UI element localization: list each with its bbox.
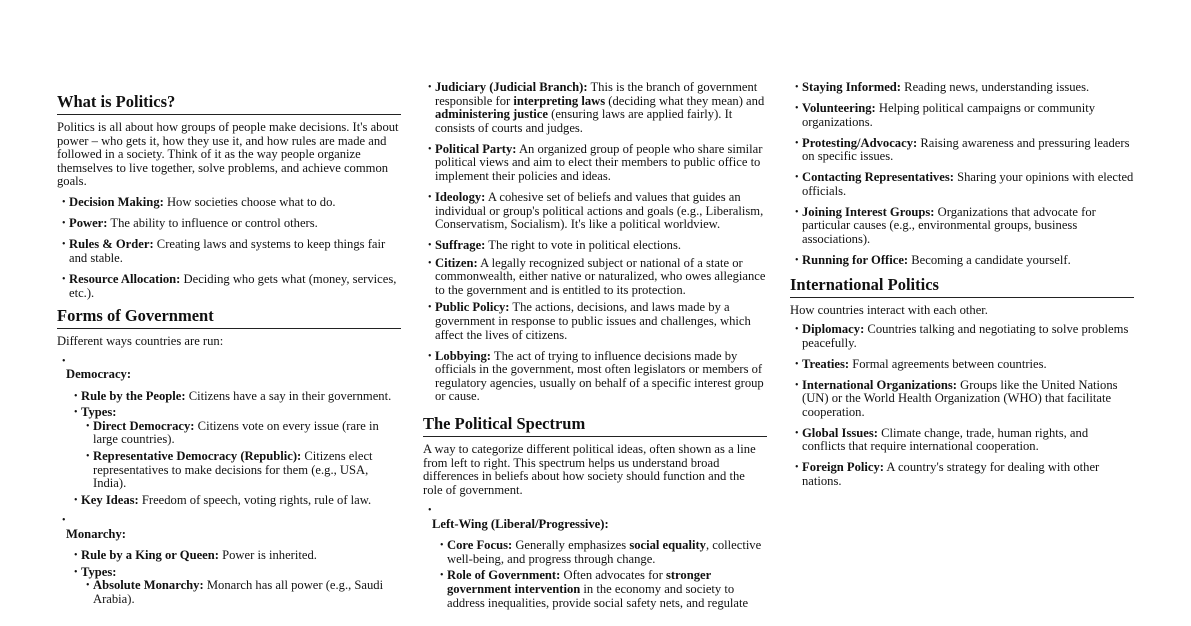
- list-item: • Citizen: A legally recognized subject or national of a state or commonwealth, either native or naturalized, who owes allegiance to the government and is entitled to its protection.: [423, 257, 767, 298]
- list-item: • Diplomacy: Countries talking and negotiating to solve problems peacefully.: [790, 323, 1134, 350]
- monarchy-title: Monarchy:: [66, 526, 126, 541]
- international-politics-intro: How countries interact with each other.: [790, 303, 988, 318]
- list-item: • Rules & Order: Creating laws and systems to keep things fair and stable.: [57, 238, 401, 265]
- list-item: • Global Issues: Climate change, trade, human rights, and conflicts that require international cooperation.: [790, 427, 1134, 454]
- list-item: • Direct Democracy: Citizens vote on every issue (rare in large countries).: [57, 420, 401, 447]
- list-item: • Joining Interest Groups: Organizations that advocate for particular causes (e.g., environmental groups, business associations).: [790, 206, 1134, 247]
- political-spectrum-intro: A way to categorize different political ideas, often shown as a line from left to right. This spectrum helps us understand broad differences in beliefs about how society should function and the role of government.: [423, 442, 756, 497]
- bullet: •: [62, 355, 66, 367]
- section-heading-international-politics: International Politics: [790, 275, 1134, 298]
- list-item: • Staying Informed: Reading news, understanding issues.: [790, 81, 1134, 95]
- monarchy-group: [57, 514, 401, 606]
- key-terms-list: [423, 81, 767, 404]
- list-item: • Absolute Monarchy: Monarch has all power (e.g., Saudi Arabia).: [57, 579, 401, 606]
- bullet: •: [428, 505, 432, 517]
- column-2: [423, 0, 767, 613]
- forms-of-government-intro: Different ways countries are run:: [57, 334, 224, 349]
- list-item: • Resource Allocation: Deciding who gets what (money, services, etc.).: [57, 273, 401, 300]
- list-item: • Judiciary (Judicial Branch): This is the branch of government responsible for interpreting laws (deciding what they mean) and administering justice (ensuring laws are applied fairly). It consists of courts and judges.: [423, 81, 767, 135]
- list-item: • Running for Office: Becoming a candidate yourself.: [790, 254, 1134, 268]
- list-item: • Foreign Policy: A country's strategy for dealing with other nations.: [790, 461, 1134, 488]
- bullet: •: [62, 515, 66, 527]
- list-item: • Types: • Absolute Monarchy: Monarch has all power (e.g., Saudi Arabia).: [57, 566, 401, 607]
- list-item: • Decision Making: How societies choose what to do.: [57, 196, 401, 210]
- list-item: • International Organizations: Groups like the United Nations (UN) or the World Health Organization (WHO) that facilitate cooperation.: [790, 379, 1134, 420]
- section-heading-what-is-politics: What is Politics?: [57, 92, 401, 115]
- list-item: • Volunteering: Helping political campaigns or community organizations.: [790, 102, 1134, 129]
- democracy-title: Democracy:: [66, 367, 132, 382]
- list-item: • Ideology: A cohesive set of beliefs and values that guides an individual or group's political actions and goals (e.g., Liberalism, Conservatism, Socialism). It's like a political worldview.: [423, 191, 767, 232]
- democracy-group: [57, 355, 401, 508]
- section-heading-political-spectrum: The Political Spectrum: [423, 414, 767, 437]
- participation-list: [790, 81, 1134, 267]
- list-item: • Representative Democracy (Republic): Citizens elect representatives to make decisions for them (e.g., USA, India).: [57, 450, 401, 491]
- column-3: [790, 0, 1134, 496]
- list-item: • Suffrage: The right to vote in political elections.: [423, 239, 767, 253]
- list-item: • Public Policy: The actions, decisions, and laws made by a government in response to public issues and challenges, which affect the lives of citizens.: [423, 301, 767, 342]
- list-item: • Rule by the People: Citizens have a say in their government.: [57, 390, 401, 404]
- left-wing-title: Left-Wing (Liberal/Progressive):: [432, 517, 609, 531]
- list-item: • Treaties: Formal agreements between countries.: [790, 358, 1134, 372]
- list-item: • Lobbying: The act of trying to influence decisions made by officials in the government, most often legislators or members of regulatory agencies, usually on behalf of a specific interest group or cause.: [423, 350, 767, 404]
- list-item: • Core Focus: Generally emphasizes social equality, collective well-being, and progress through change.: [423, 539, 767, 566]
- column-1: [57, 0, 401, 609]
- section-heading-forms-of-government: Forms of Government: [57, 306, 401, 329]
- list-item: • Types: • Direct Democracy: Citizens vote on every issue (rare in large countries). • Representative Democracy (Republic): Citizens elect representatives to make decisions for them (e.g., USA, India).: [57, 406, 401, 491]
- what-is-politics-list: [57, 196, 401, 300]
- left-wing-group: [423, 504, 767, 610]
- what-is-politics-intro: Politics is all about how groups of people make decisions. It's about power – who gets it, how they use it, and how rules are made and followed in a society. Think of it as the way people organize themselves to live together, solve problems, and achieve common goals.: [57, 120, 399, 189]
- list-item: • Key Ideas: Freedom of speech, voting rights, rule of law.: [57, 494, 401, 508]
- list-item: • Protesting/Advocacy: Raising awareness and pressuring leaders on specific issues.: [790, 137, 1134, 164]
- list-item: • Rule by a King or Queen: Power is inherited.: [57, 549, 401, 563]
- list-item: • Political Party: An organized group of people who share similar political views and aim to elect their members to public office to implement their policies and ideas.: [423, 143, 767, 184]
- list-item: • Role of Government: Often advocates for stronger government intervention in the economy and society to address inequalities, provide social safety nets, and regulate: [423, 569, 767, 610]
- list-item: • Power: The ability to influence or control others.: [57, 217, 401, 231]
- list-item: • Contacting Representatives: Sharing your opinions with elected officials.: [790, 171, 1134, 198]
- international-politics-list: [790, 323, 1134, 489]
